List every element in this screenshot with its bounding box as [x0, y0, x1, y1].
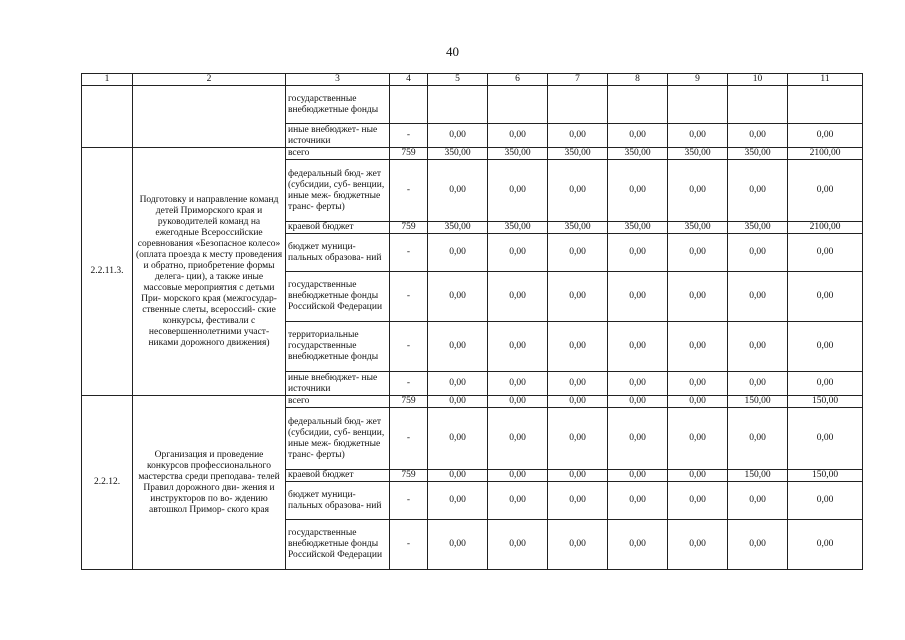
gov-code-cell: -: [390, 272, 428, 322]
value-cell: 0,00: [608, 470, 668, 482]
header-col-9: 9: [668, 74, 728, 86]
funding-source: федеральный бюд- жет (субсидии, суб- венции, иные меж- бюджетные транс- ферты): [286, 408, 390, 470]
value-cell: 0,00: [728, 124, 788, 148]
gov-code-cell: -: [390, 322, 428, 372]
value-cell: 0,00: [548, 124, 608, 148]
header-col-11: 11: [788, 74, 863, 86]
value-cell: [788, 86, 863, 124]
value-cell: 0,00: [428, 124, 488, 148]
value-cell: 350,00: [548, 148, 608, 160]
budget-table: [81, 73, 863, 570]
value-cell: 0,00: [608, 520, 668, 570]
value-cell: 350,00: [668, 222, 728, 234]
value-cell: 0,00: [728, 234, 788, 272]
value-cell: 0,00: [788, 372, 863, 396]
value-cell: 0,00: [428, 482, 488, 520]
value-cell: 350,00: [548, 222, 608, 234]
header-row: [82, 74, 863, 86]
value-cell: 0,00: [608, 396, 668, 408]
value-cell: 350,00: [488, 222, 548, 234]
value-cell: 350,00: [608, 148, 668, 160]
value-cell: 0,00: [428, 520, 488, 570]
gov-code-cell: 759: [390, 148, 428, 160]
value-cell: 0,00: [548, 482, 608, 520]
value-cell: [548, 86, 608, 124]
gov-code-cell: -: [390, 408, 428, 470]
value-cell: 0,00: [668, 482, 728, 520]
value-cell: 0,00: [608, 408, 668, 470]
value-cell: 0,00: [548, 160, 608, 222]
value-cell: 0,00: [488, 482, 548, 520]
funding-source: иные внебюджет- ные источники: [286, 372, 390, 396]
value-cell: 0,00: [788, 520, 863, 570]
header-col-1: 1: [82, 74, 133, 86]
value-cell: 0,00: [428, 470, 488, 482]
value-cell: [668, 86, 728, 124]
value-cell: 350,00: [428, 148, 488, 160]
value-cell: 0,00: [488, 124, 548, 148]
value-cell: 0,00: [668, 322, 728, 372]
value-cell: 2100,00: [788, 222, 863, 234]
value-cell: 0,00: [428, 396, 488, 408]
value-cell: 0,00: [488, 396, 548, 408]
value-cell: 0,00: [608, 160, 668, 222]
value-cell: 150,00: [788, 470, 863, 482]
value-cell: 2100,00: [788, 148, 863, 160]
header-col-4: 4: [390, 74, 428, 86]
gov-code-cell: -: [390, 124, 428, 148]
value-cell: 0,00: [728, 160, 788, 222]
value-cell: 350,00: [488, 148, 548, 160]
gov-code-cell: [390, 86, 428, 124]
value-cell: 0,00: [488, 408, 548, 470]
funding-source: краевой бюджет: [286, 222, 390, 234]
value-cell: 0,00: [668, 272, 728, 322]
value-cell: 0,00: [728, 372, 788, 396]
value-cell: 0,00: [548, 372, 608, 396]
table-body: [82, 86, 863, 570]
value-cell: 150,00: [728, 470, 788, 482]
funding-source: государственные внебюджетные фонды: [286, 86, 390, 124]
header-col-6: 6: [488, 74, 548, 86]
value-cell: 350,00: [608, 222, 668, 234]
value-cell: 0,00: [548, 322, 608, 372]
value-cell: 0,00: [548, 272, 608, 322]
gov-code-cell: -: [390, 482, 428, 520]
value-cell: [488, 86, 548, 124]
value-cell: 0,00: [608, 234, 668, 272]
value-cell: 0,00: [548, 520, 608, 570]
value-cell: 0,00: [428, 322, 488, 372]
value-cell: 0,00: [608, 482, 668, 520]
funding-source: всего: [286, 396, 390, 408]
value-cell: 0,00: [788, 124, 863, 148]
value-cell: 0,00: [488, 234, 548, 272]
value-cell: 0,00: [728, 272, 788, 322]
value-cell: 0,00: [788, 272, 863, 322]
item-code: 2.2.11.3.: [82, 148, 133, 396]
value-cell: 0,00: [608, 272, 668, 322]
item-description: Подготовку и направление команд детей Приморского края и руководителей команд на ежегодные Всероссийские соревнования «Безопасное колесо» (оплата проезда к месту проведения и обратно, приобретение формы делега- ции), а также иные массовые мероприятия с детьми При- морского края (межгосудар- ственные слеты, всероссий- ские конкурсы, фестивали с несовершеннолетними участ- никами дорожного движения): [133, 148, 286, 396]
table-row: [82, 86, 863, 124]
value-cell: [428, 86, 488, 124]
header-col-5: 5: [428, 74, 488, 86]
gov-code-cell: -: [390, 160, 428, 222]
value-cell: 0,00: [788, 322, 863, 372]
funding-source: федеральный бюд- жет (субсидии, суб- венции, иные меж- бюджетные транс- ферты): [286, 160, 390, 222]
value-cell: 0,00: [668, 408, 728, 470]
value-cell: 0,00: [548, 470, 608, 482]
funding-source: государственные внебюджетные фонды Российской Федерации: [286, 272, 390, 322]
value-cell: 0,00: [428, 272, 488, 322]
value-cell: 0,00: [488, 520, 548, 570]
funding-source: территориальные государственные внебюджетные фонды: [286, 322, 390, 372]
gov-code-cell: 759: [390, 470, 428, 482]
funding-source: государственные внебюджетные фонды Российской Федерации: [286, 520, 390, 570]
value-cell: 0,00: [668, 396, 728, 408]
funding-source: всего: [286, 148, 390, 160]
value-cell: 0,00: [728, 482, 788, 520]
value-cell: 0,00: [488, 470, 548, 482]
value-cell: 0,00: [428, 408, 488, 470]
gov-code-cell: 759: [390, 222, 428, 234]
value-cell: 0,00: [608, 372, 668, 396]
value-cell: 0,00: [488, 372, 548, 396]
item-description: [133, 86, 286, 148]
value-cell: 0,00: [728, 322, 788, 372]
value-cell: 0,00: [788, 482, 863, 520]
value-cell: [608, 86, 668, 124]
value-cell: [728, 86, 788, 124]
value-cell: 150,00: [728, 396, 788, 408]
funding-source: иные внебюджет- ные источники: [286, 124, 390, 148]
page-number: 40: [446, 44, 459, 59]
gov-code-cell: 759: [390, 396, 428, 408]
value-cell: 0,00: [668, 520, 728, 570]
gov-code-cell: -: [390, 520, 428, 570]
header-col-7: 7: [548, 74, 608, 86]
value-cell: 0,00: [728, 520, 788, 570]
value-cell: 0,00: [668, 160, 728, 222]
funding-source: бюджет муници- пальных образова- ний: [286, 482, 390, 520]
value-cell: 0,00: [548, 396, 608, 408]
value-cell: 0,00: [668, 124, 728, 148]
value-cell: 0,00: [608, 124, 668, 148]
table-row: [82, 396, 863, 408]
header-col-3: 3: [286, 74, 390, 86]
value-cell: 0,00: [788, 408, 863, 470]
value-cell: 350,00: [728, 222, 788, 234]
value-cell: 0,00: [608, 322, 668, 372]
value-cell: 0,00: [788, 160, 863, 222]
header-col-10: 10: [728, 74, 788, 86]
value-cell: 150,00: [788, 396, 863, 408]
value-cell: 350,00: [728, 148, 788, 160]
value-cell: 0,00: [728, 408, 788, 470]
value-cell: 0,00: [668, 470, 728, 482]
value-cell: 0,00: [428, 234, 488, 272]
value-cell: 350,00: [428, 222, 488, 234]
value-cell: 350,00: [668, 148, 728, 160]
value-cell: 0,00: [668, 372, 728, 396]
value-cell: 0,00: [488, 322, 548, 372]
item-description: Организация и проведение конкурсов профессионального мастерства среди преподава- телей Правил дорожного дви- жения и инструкторов по во- ждению автошкол Примор- ского края: [133, 396, 286, 570]
value-cell: 0,00: [668, 234, 728, 272]
gov-code-cell: -: [390, 372, 428, 396]
value-cell: 0,00: [788, 234, 863, 272]
item-code: [82, 86, 133, 148]
gov-code-cell: -: [390, 234, 428, 272]
value-cell: 0,00: [548, 234, 608, 272]
value-cell: 0,00: [428, 160, 488, 222]
header-col-8: 8: [608, 74, 668, 86]
value-cell: 0,00: [488, 160, 548, 222]
value-cell: 0,00: [548, 408, 608, 470]
funding-source: краевой бюджет: [286, 470, 390, 482]
value-cell: 0,00: [488, 272, 548, 322]
item-code: 2.2.12.: [82, 396, 133, 570]
funding-source: бюджет муници- пальных образова- ний: [286, 234, 390, 272]
table-row: [82, 148, 863, 160]
value-cell: 0,00: [428, 372, 488, 396]
header-col-2: 2: [133, 74, 286, 86]
